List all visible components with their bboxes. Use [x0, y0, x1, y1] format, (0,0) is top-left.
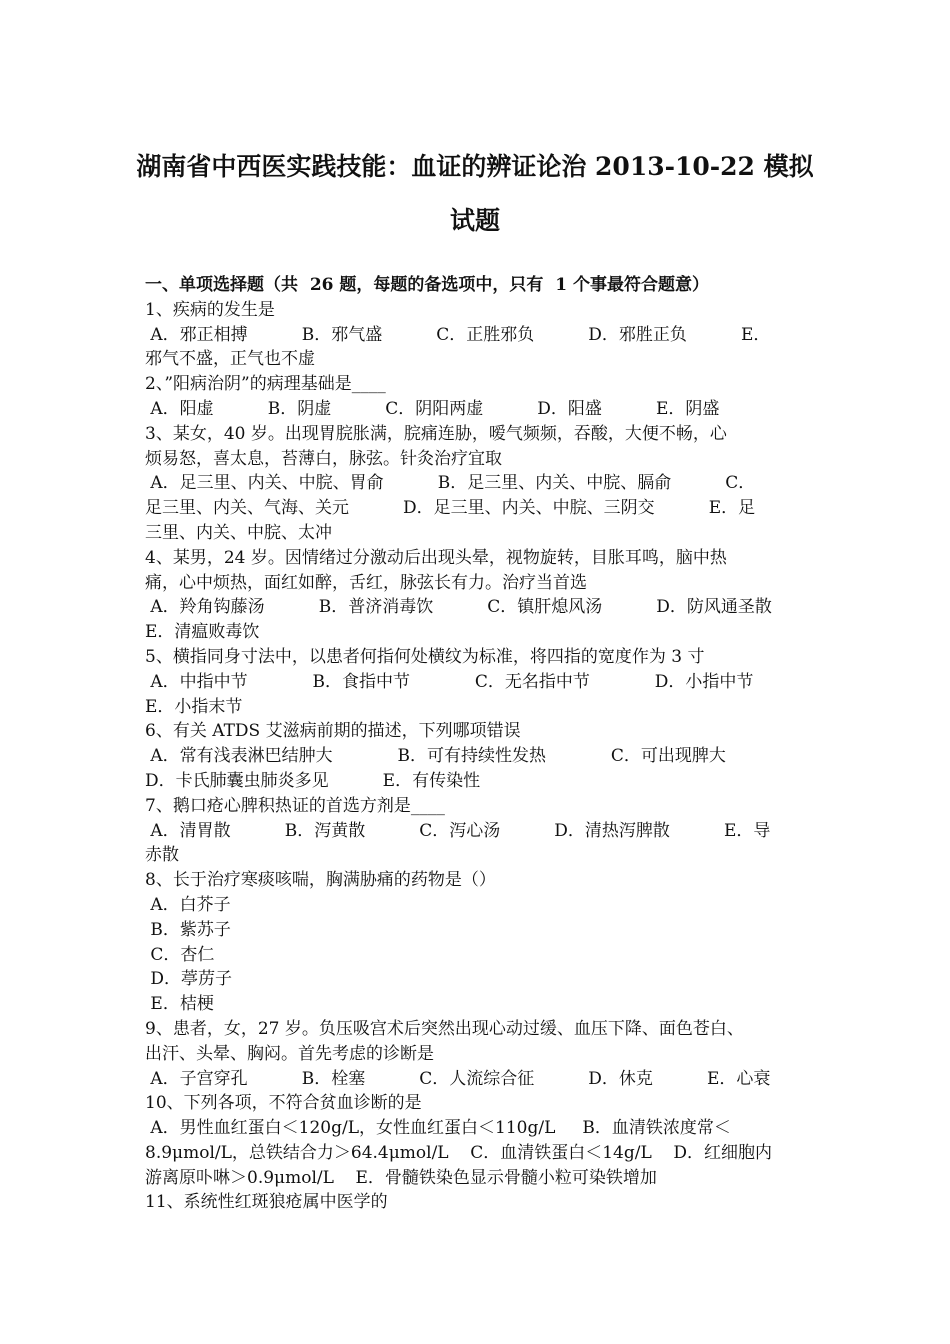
text-line: A．羚角钩藤汤 B．普济消毒饮 C．镇肝熄风汤 D．防风通圣散: [145, 597, 772, 618]
text-line: 8、长于治疗寒痰咳喘，胸满胁痛的药物是（）: [145, 870, 496, 891]
document-body: [145, 273, 810, 1215]
text-line: 足三里、内关、气海、关元 D．足三里、内关、中脘、三阴交 E．足: [145, 498, 756, 519]
text-line: 赤散: [145, 845, 179, 866]
text-line: 3、某女，40 岁。出现胃脘胀满，脘痛连胁，嗳气频频，吞酸，大便不畅，心: [145, 423, 727, 444]
text-line: A．白芥子: [145, 894, 231, 915]
text-line: 出汗、头晕、胸闷。首先考虑的诊断是: [145, 1043, 434, 1064]
text-line: A．中指中节 B．食指中节 C．无名指中节 D．小指中节: [145, 671, 754, 692]
document-title: [120, 140, 830, 248]
text-line: A．邪正相搏 B．邪气盛 C．正胜邪负 D．邪胜正负 E．: [145, 324, 771, 345]
text-line: 痛，心中烦热，面红如醉，舌红，脉弦长有力。治疗当首选: [145, 572, 587, 593]
text-line: C．杏仁: [145, 944, 215, 965]
text-line: 7、鹅口疮心脾积热证的首选方剂是____: [145, 795, 445, 816]
text-line: A．阳虚 B．阴虚 C．阴阳两虚 D．阳盛 E．阴盛: [145, 398, 720, 419]
text-line: A．常有浅表淋巴结肿大 B．可有持续性发热 C．可出现脾大: [145, 746, 726, 767]
text-line: B．紫苏子: [145, 919, 231, 940]
title-line-1: 湖南省中西医实践技能：血证的辨证论治 2013-10-22 模拟: [136, 152, 814, 181]
text-line: 11、系统性红斑狼疮属中医学的: [145, 1192, 388, 1213]
text-line: A．足三里、内关、中脘、胃俞 B．足三里、内关、中脘、膈俞 C．: [145, 473, 756, 494]
text-line: D．葶苈子: [145, 969, 233, 990]
question-list: [145, 298, 810, 1215]
text-line: 6、有关 ATDS 艾滋病前期的描述，下列哪项错误: [145, 721, 521, 742]
text-line: 9、患者，女，27 岁。负压吸宫术后突然出现心动过缓、血压下降、面色苍白、: [145, 1018, 744, 1039]
text-line: D．卡氏肺囊虫肺炎多见 E．有传染性: [145, 770, 481, 791]
text-line: 5、横指同身寸法中，以患者何指何处横纹为标准，将四指的宽度作为 3 寸: [145, 646, 705, 667]
text-line: E．清瘟败毒饮: [145, 622, 260, 643]
text-line: A．子宫穿孔 B．栓塞 C．人流综合征 D．休克 E．心衰: [145, 1068, 771, 1089]
text-line: E．桔梗: [145, 994, 214, 1015]
text-line: A．男性血红蛋白＜120g/L，女性血红蛋白＜110g/L B．血清铁浓度常＜: [145, 1118, 731, 1139]
text-line: E．小指末节: [145, 696, 243, 717]
text-line: A．清胃散 B．泻黄散 C．泻心汤 D．清热泻脾散 E．导: [145, 820, 771, 841]
text-line: 三里、内关、中脘、太冲: [145, 522, 332, 543]
section-header: 一、单项选择题（共 26 题，每题的备选项中，只有 1 个事最符合题意）: [145, 275, 709, 295]
text-line: 8.9μmol/L，总铁结合力＞64.4μmol/L C．血清铁蛋白＜14g/L D．红细胞内: [145, 1142, 772, 1163]
text-line: 1、疾病的发生是: [145, 299, 275, 320]
text-line: 4、某男，24 岁。因情绪过分激动后出现头晕，视物旋转，目胀耳鸣，脑中热: [145, 547, 727, 568]
text-line: 游离原卟啉＞0.9μmol/L E．骨髓铁染色显示骨髓小粒可染铁增加: [145, 1167, 657, 1188]
text-line: 邪气不盛，正气也不虚: [145, 349, 315, 370]
title-line-2: 试题: [449, 206, 500, 235]
text-line: 10、下列各项，不符合贫血诊断的是: [145, 1093, 422, 1114]
text-line: 2、”阳病治阴”的病理基础是____: [145, 374, 386, 395]
text-line: 烦易怒，喜太息，苔薄白，脉弦。针灸治疗宜取: [145, 448, 502, 469]
